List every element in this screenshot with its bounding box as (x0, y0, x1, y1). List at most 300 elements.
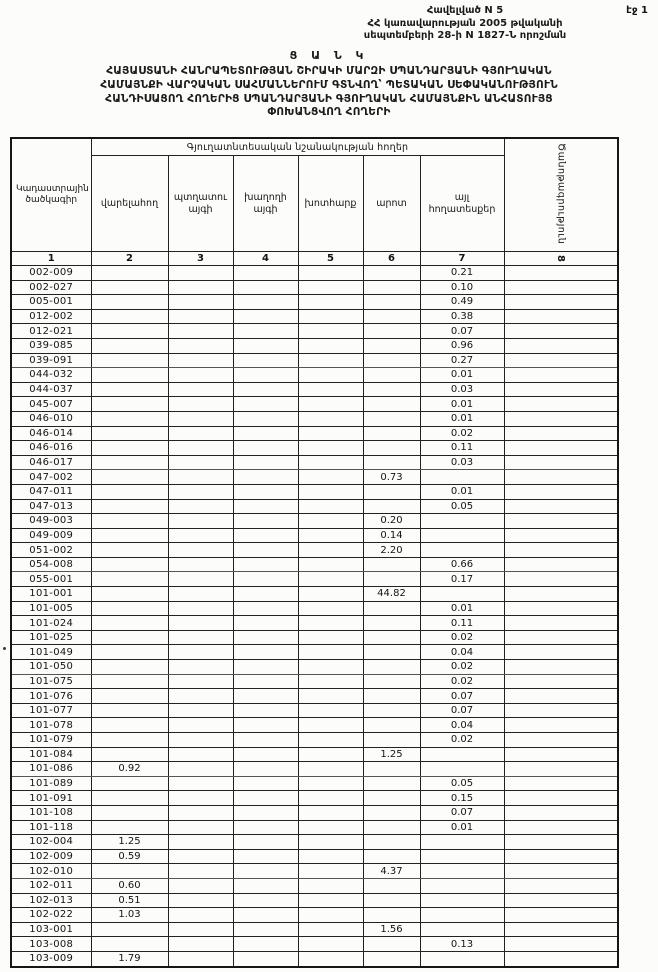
cadastral-code-cell: 101-075 (11, 674, 91, 689)
cadastral-code-cell: 054-008 (11, 557, 91, 572)
area-value-cell: 0.38 (420, 309, 504, 324)
table-row (11, 601, 618, 616)
column-number: 5 (298, 252, 363, 266)
cadastral-code-cell: 101-001 (11, 587, 91, 602)
area-value-cell (298, 703, 363, 718)
note-cell (504, 689, 618, 704)
appendix-line: սեպտեմբերի 28-ի N 1827-Ն որոշման (363, 30, 567, 41)
cadastral-code-cell: 102-022 (11, 908, 91, 923)
note-cell (504, 660, 618, 675)
note-cell (504, 820, 618, 835)
area-value-cell (298, 455, 363, 470)
table-row (11, 805, 618, 820)
area-value-cell (91, 543, 168, 558)
cadastral-code-cell: 044-037 (11, 382, 91, 397)
note-cell (504, 338, 618, 353)
area-value-cell (420, 835, 504, 850)
area-value-cell: 0.01 (420, 411, 504, 426)
cadastral-code-cell: 102-011 (11, 878, 91, 893)
area-value-cell: 0.02 (420, 733, 504, 748)
table-row (11, 835, 618, 850)
note-cell (504, 587, 618, 602)
note-cell (504, 922, 618, 937)
area-value-cell (233, 937, 298, 952)
area-value-cell (168, 338, 233, 353)
area-value-cell (298, 645, 363, 660)
area-value-cell (298, 324, 363, 339)
land-parcels-table (10, 137, 619, 968)
area-value-cell (298, 338, 363, 353)
area-value-cell (363, 397, 420, 412)
area-value-cell (233, 426, 298, 441)
area-value-cell (298, 514, 363, 529)
area-value-cell (233, 455, 298, 470)
area-value-cell (233, 397, 298, 412)
area-value-cell (168, 557, 233, 572)
cadastral-code-cell: 047-011 (11, 484, 91, 499)
area-value-cell (91, 324, 168, 339)
area-value-cell (363, 805, 420, 820)
area-value-cell (233, 543, 298, 558)
area-value-cell (363, 411, 420, 426)
area-value-cell (233, 411, 298, 426)
area-value-cell (91, 703, 168, 718)
area-value-cell: 0.02 (420, 660, 504, 675)
area-value-cell: 1.79 (91, 951, 168, 966)
area-value-cell (363, 309, 420, 324)
area-value-cell (233, 382, 298, 397)
column-header-pasture: արոտ (363, 156, 420, 252)
area-value-cell: 1.25 (363, 747, 420, 762)
area-value-cell (233, 587, 298, 602)
table-row (11, 309, 618, 324)
area-value-cell: 0.59 (91, 849, 168, 864)
area-value-cell (420, 514, 504, 529)
area-value-cell: 0.51 (91, 893, 168, 908)
cadastral-code-cell: 101-025 (11, 630, 91, 645)
area-value-cell (420, 587, 504, 602)
table-row (11, 747, 618, 762)
table-row (11, 718, 618, 733)
area-value-cell (363, 878, 420, 893)
table-row (11, 922, 618, 937)
area-value-cell (363, 703, 420, 718)
area-value-cell (363, 601, 420, 616)
table-row (11, 951, 618, 966)
cadastral-code-cell: 002-027 (11, 280, 91, 295)
cadastral-code-cell: 046-010 (11, 411, 91, 426)
area-value-cell: 1.25 (91, 835, 168, 850)
area-value-cell (168, 703, 233, 718)
area-value-cell (91, 470, 168, 485)
area-value-cell (168, 280, 233, 295)
table-row (11, 630, 618, 645)
area-value-cell (233, 499, 298, 514)
area-value-cell (298, 411, 363, 426)
area-value-cell (233, 470, 298, 485)
area-value-cell (91, 616, 168, 631)
note-cell (504, 295, 618, 310)
note-cell (504, 776, 618, 791)
area-value-cell (298, 747, 363, 762)
cadastral-code-cell: 102-010 (11, 864, 91, 879)
note-cell (504, 805, 618, 820)
area-value-cell (233, 353, 298, 368)
table-row (11, 484, 618, 499)
area-value-cell (233, 484, 298, 499)
area-value-cell (298, 295, 363, 310)
area-value-cell (298, 484, 363, 499)
cadastral-code-cell: 101-049 (11, 645, 91, 660)
area-value-cell (298, 587, 363, 602)
area-value-cell (168, 835, 233, 850)
table-row (11, 368, 618, 383)
area-value-cell (298, 353, 363, 368)
area-value-cell (91, 630, 168, 645)
table-row (11, 893, 618, 908)
area-value-cell (168, 397, 233, 412)
table-row (11, 572, 618, 587)
area-value-cell: 0.66 (420, 557, 504, 572)
area-value-cell (168, 776, 233, 791)
area-value-cell (168, 747, 233, 762)
cadastral-code-cell: 101-024 (11, 616, 91, 631)
column-number-row (11, 252, 618, 266)
area-value-cell: 4.37 (363, 864, 420, 879)
area-value-cell (298, 820, 363, 835)
area-value-cell (233, 645, 298, 660)
note-cell (504, 937, 618, 952)
cadastral-code-cell: 103-001 (11, 922, 91, 937)
note-cell (504, 762, 618, 777)
area-value-cell (91, 820, 168, 835)
note-cell (504, 733, 618, 748)
cadastral-code-cell: 101-089 (11, 776, 91, 791)
area-value-cell (91, 733, 168, 748)
area-value-cell: 0.01 (420, 368, 504, 383)
area-value-cell: 1.03 (91, 908, 168, 923)
area-value-cell (91, 353, 168, 368)
area-value-cell (233, 266, 298, 281)
table-row (11, 528, 618, 543)
area-value-cell (420, 951, 504, 966)
note-cell (504, 266, 618, 281)
note-cell (504, 455, 618, 470)
table-row (11, 441, 618, 456)
area-value-cell: 0.03 (420, 455, 504, 470)
column-number: 7 (420, 252, 504, 266)
area-value-cell (420, 864, 504, 879)
table-row (11, 776, 618, 791)
area-value-cell: 0.49 (420, 295, 504, 310)
area-value-cell (233, 733, 298, 748)
column-number: 3 (168, 252, 233, 266)
area-value-cell (298, 733, 363, 748)
title-line: ՀԱՄԱՅՆՔԻ ՎԱՐՉԱԿԱՆ ՍԱՀՄԱՆՆԵՐՈՒՄ ԳՏՆՎՈՂ՝ ՊԵՏԱԿԱՆ ՍԵՓԱԿԱՆՈՒԹՅՈՒՆ (100, 78, 558, 91)
area-value-cell (233, 660, 298, 675)
note-cell (504, 908, 618, 923)
table-row (11, 937, 618, 952)
document-title (0, 49, 658, 120)
area-value-cell (298, 835, 363, 850)
area-value-cell (233, 368, 298, 383)
area-value-cell (233, 703, 298, 718)
area-value-cell: 0.02 (420, 630, 504, 645)
area-value-cell (91, 397, 168, 412)
area-value-cell (298, 922, 363, 937)
area-value-cell (363, 733, 420, 748)
area-value-cell (363, 689, 420, 704)
cadastral-code-cell: 012-002 (11, 309, 91, 324)
area-value-cell (168, 601, 233, 616)
area-value-cell (298, 689, 363, 704)
table-row (11, 864, 618, 879)
cadastral-code-cell: 005-001 (11, 295, 91, 310)
area-value-cell (91, 937, 168, 952)
table-row (11, 587, 618, 602)
note-cell (504, 382, 618, 397)
area-value-cell (298, 674, 363, 689)
area-value-cell (91, 572, 168, 587)
area-value-cell (363, 557, 420, 572)
note-cell (504, 747, 618, 762)
area-value-cell (168, 426, 233, 441)
area-value-cell (420, 878, 504, 893)
note-cell (504, 703, 618, 718)
area-value-cell (168, 864, 233, 879)
cadastral-code-cell: 102-009 (11, 849, 91, 864)
area-value-cell (168, 309, 233, 324)
area-value-cell: 0.01 (420, 397, 504, 412)
appendix-line: Հավելված N 5 (426, 5, 504, 16)
area-value-cell (233, 557, 298, 572)
area-value-cell: 0.20 (363, 514, 420, 529)
table-row (11, 616, 618, 631)
area-value-cell (168, 572, 233, 587)
area-value-cell (298, 266, 363, 281)
area-value-cell (233, 878, 298, 893)
area-value-cell (298, 864, 363, 879)
title-line: ՀԱՅԱՍՏԱՆԻ ՀԱՆՐԱՊԵՏՈՒԹՅԱՆ ՇԻՐԱԿԻ ՄԱՐԶԻ ՍՊԱՆԴԱՐՅԱՆԻ ԳՅՈՒՂԱԿԱՆ (106, 65, 552, 77)
area-value-cell: 0.10 (420, 280, 504, 295)
area-value-cell (91, 645, 168, 660)
cadastral-code-cell: 049-003 (11, 514, 91, 529)
area-value-cell (233, 616, 298, 631)
column-header-hayfield: խոտհարք (298, 156, 363, 252)
area-value-cell (168, 689, 233, 704)
area-value-cell (168, 762, 233, 777)
area-value-cell (363, 499, 420, 514)
area-value-cell (168, 893, 233, 908)
area-value-cell (363, 324, 420, 339)
table-row (11, 791, 618, 806)
area-value-cell (363, 645, 420, 660)
area-value-cell (298, 908, 363, 923)
area-value-cell (363, 368, 420, 383)
area-value-cell (91, 528, 168, 543)
column-header-arable: վարելահող (91, 156, 168, 252)
area-value-cell (298, 572, 363, 587)
note-cell (504, 528, 618, 543)
cadastral-code-cell: 049-009 (11, 528, 91, 543)
cadastral-code-cell: 101-091 (11, 791, 91, 806)
table-row (11, 908, 618, 923)
area-value-cell (168, 616, 233, 631)
area-value-cell (168, 528, 233, 543)
area-value-cell (420, 908, 504, 923)
cadastral-code-cell: 101-108 (11, 805, 91, 820)
cadastral-code-cell: 039-091 (11, 353, 91, 368)
area-value-cell: 0.03 (420, 382, 504, 397)
area-value-cell (168, 660, 233, 675)
area-value-cell: 0.07 (420, 805, 504, 820)
area-value-cell (363, 616, 420, 631)
area-value-cell: 0.73 (363, 470, 420, 485)
area-value-cell (363, 338, 420, 353)
table-row (11, 295, 618, 310)
area-value-cell: 0.27 (420, 353, 504, 368)
area-value-cell (168, 718, 233, 733)
area-value-cell (168, 908, 233, 923)
area-value-cell (168, 645, 233, 660)
note-cell (504, 630, 618, 645)
area-value-cell (233, 674, 298, 689)
area-value-cell: 1.56 (363, 922, 420, 937)
area-value-cell: 0.17 (420, 572, 504, 587)
area-value-cell: 0.01 (420, 484, 504, 499)
area-value-cell (363, 630, 420, 645)
area-value-cell (298, 776, 363, 791)
column-number: 6 (363, 252, 420, 266)
area-value-cell (363, 266, 420, 281)
cadastral-code-cell: 101-079 (11, 733, 91, 748)
area-value-cell (233, 280, 298, 295)
area-value-cell (91, 747, 168, 762)
table-row (11, 426, 618, 441)
area-value-cell (298, 878, 363, 893)
area-value-cell (91, 791, 168, 806)
area-value-cell (363, 572, 420, 587)
table-row (11, 324, 618, 339)
area-value-cell (91, 382, 168, 397)
area-value-cell (91, 426, 168, 441)
area-value-cell: 0.15 (420, 791, 504, 806)
area-value-cell (233, 295, 298, 310)
scan-artifact-dot (3, 647, 6, 650)
area-value-cell: 0.13 (420, 937, 504, 952)
column-number (504, 252, 618, 266)
table-row (11, 397, 618, 412)
area-value-cell (91, 455, 168, 470)
area-value-cell (91, 805, 168, 820)
area-value-cell (420, 543, 504, 558)
area-value-cell (298, 718, 363, 733)
cadastral-code-cell: 047-013 (11, 499, 91, 514)
table-row (11, 645, 618, 660)
column-number: 1 (11, 252, 91, 266)
area-value-cell (363, 893, 420, 908)
table-row (11, 689, 618, 704)
area-value-cell (298, 893, 363, 908)
area-value-cell (298, 426, 363, 441)
column-group-header-agricultural-lands: Գյուղատնտեսական նշանակության հողեր (91, 138, 504, 156)
area-value-cell: 0.07 (420, 703, 504, 718)
area-value-cell (363, 280, 420, 295)
area-value-cell: 0.05 (420, 499, 504, 514)
area-value-cell (233, 922, 298, 937)
area-value-cell (168, 878, 233, 893)
area-value-cell: 0.01 (420, 601, 504, 616)
cadastral-code-cell: 044-032 (11, 368, 91, 383)
cadastral-code-cell: 101-118 (11, 820, 91, 835)
note-cell (504, 441, 618, 456)
note-cell (504, 470, 618, 485)
cadastral-code-cell: 045-007 (11, 397, 91, 412)
area-value-cell (168, 937, 233, 952)
note-header-vertical-text: Ծանոթագրություն (555, 142, 567, 245)
area-value-cell (298, 630, 363, 645)
area-value-cell (298, 557, 363, 572)
area-value-cell (91, 660, 168, 675)
area-value-cell (233, 324, 298, 339)
table-row (11, 557, 618, 572)
area-value-cell (298, 660, 363, 675)
area-value-cell (91, 776, 168, 791)
note-cell (504, 309, 618, 324)
table-row (11, 703, 618, 718)
area-value-cell (168, 630, 233, 645)
note-cell (504, 849, 618, 864)
area-value-cell (420, 849, 504, 864)
area-value-cell (363, 951, 420, 966)
appendix-line: ՀՀ կառավարության 2005 թվականի (367, 17, 563, 29)
area-value-cell (168, 368, 233, 383)
area-value-cell: 0.07 (420, 324, 504, 339)
note-cell (504, 397, 618, 412)
area-value-cell (91, 601, 168, 616)
note-cell (504, 791, 618, 806)
cadastral-code-cell: 046-017 (11, 455, 91, 470)
area-value-cell: 44.82 (363, 587, 420, 602)
cadastral-code-cell: 055-001 (11, 572, 91, 587)
area-value-cell (298, 528, 363, 543)
area-value-cell (298, 382, 363, 397)
note-cell (504, 835, 618, 850)
area-value-cell (298, 397, 363, 412)
area-value-cell (91, 484, 168, 499)
area-value-cell (363, 484, 420, 499)
area-value-cell (298, 441, 363, 456)
area-value-cell: 0.11 (420, 441, 504, 456)
area-value-cell (298, 470, 363, 485)
area-value-cell (233, 514, 298, 529)
area-value-cell (233, 309, 298, 324)
note-cell (504, 353, 618, 368)
area-value-cell (168, 470, 233, 485)
area-value-cell (91, 441, 168, 456)
note-cell (504, 718, 618, 733)
area-value-cell: 0.04 (420, 718, 504, 733)
column-header-orchard: պտղատու այգի (168, 156, 233, 252)
table-row (11, 353, 618, 368)
area-value-cell (363, 455, 420, 470)
note-cell (504, 674, 618, 689)
area-value-cell: 0.60 (91, 878, 168, 893)
note-cell (504, 484, 618, 499)
area-value-cell (168, 514, 233, 529)
cadastral-code-cell: 101-086 (11, 762, 91, 777)
area-value-cell (298, 951, 363, 966)
